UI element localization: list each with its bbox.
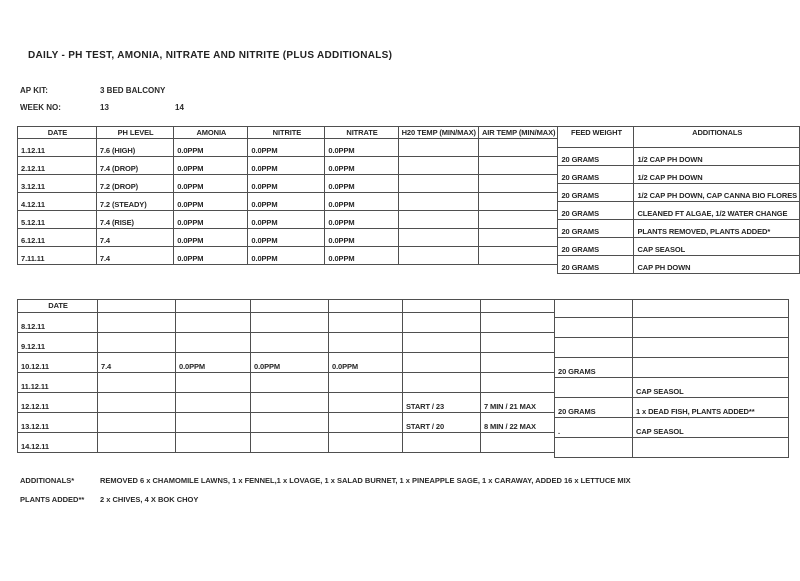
week-no-value-2: 14 — [175, 103, 184, 112]
h2o-temp-cell — [398, 211, 478, 229]
date-cell: 7.11.11 — [18, 247, 97, 265]
nitrate-cell: 0.0PPM — [325, 247, 398, 265]
table-row — [558, 166, 800, 184]
nitrite-cell: 0.0PPM — [248, 247, 325, 265]
empty-header-cell — [633, 300, 789, 318]
nitrate-cell — [329, 373, 403, 393]
air-temp-cell — [478, 157, 558, 175]
nitrite-cell: 0.0PPM — [248, 211, 325, 229]
feed-weight-cell: . — [555, 418, 633, 438]
ph-level-cell — [98, 413, 176, 433]
col-header-feed-weight: FEED WEIGHT — [558, 127, 634, 148]
nitrate-cell: 0.0PPM — [325, 157, 398, 175]
nitrite-cell — [251, 413, 329, 433]
additionals-cell — [633, 318, 789, 338]
table-row — [18, 333, 555, 353]
week-no-label: WEEK NO: — [20, 103, 61, 112]
nitrite-cell: 0.0PPM — [251, 353, 329, 373]
additionals-cell: CAP SEASOL — [634, 238, 800, 256]
empty-header-cell — [555, 300, 633, 318]
table-row — [558, 148, 800, 166]
nitrate-cell — [329, 413, 403, 433]
nitrate-cell: 0.0PPM — [325, 211, 398, 229]
empty-header-cell — [176, 300, 251, 313]
amonia-cell: 0.0PPM — [174, 193, 248, 211]
additionals-cell — [633, 338, 789, 358]
air-temp-cell — [478, 247, 558, 265]
feed-weight-cell: 20 GRAMS — [558, 256, 634, 274]
amonia-cell: 0.0PPM — [174, 247, 248, 265]
week-no-value-1: 13 — [100, 103, 109, 112]
h2o-temp-cell — [398, 175, 478, 193]
nitrite-cell: 0.0PPM — [248, 193, 325, 211]
date-cell: 10.12.11 — [18, 353, 98, 373]
air-temp-cell — [478, 229, 558, 247]
table-row — [555, 358, 789, 378]
table1-right-header-row — [558, 127, 800, 148]
plants-added-footnote — [20, 495, 780, 509]
table-row — [558, 184, 800, 202]
col-header-h2o-temp: H20 TEMP (MIN/MAX) — [398, 127, 478, 139]
nitrate-cell — [329, 433, 403, 453]
feed-weight-cell — [555, 318, 633, 338]
air-temp-cell — [481, 373, 555, 393]
table-row — [18, 433, 555, 453]
h2o-temp-cell — [403, 433, 481, 453]
table1-header-row — [18, 127, 558, 139]
ph-level-cell: 7.4 — [96, 247, 173, 265]
air-temp-cell — [478, 211, 558, 229]
h2o-temp-cell: START / 23 — [403, 393, 481, 413]
date-cell: 2.12.11 — [18, 157, 97, 175]
ph-level-cell: 7.4 — [98, 353, 176, 373]
ap-kit-label: AP KIT: — [20, 86, 48, 95]
additionals-footnote-label: ADDITIONALS* — [20, 476, 75, 485]
table1-right-columns — [557, 126, 800, 274]
date-cell: 9.12.11 — [18, 333, 98, 353]
ph-level-cell: 7.6 (HIGH) — [96, 139, 173, 157]
h2o-temp-cell — [398, 229, 478, 247]
week-no-row — [20, 103, 184, 112]
feed-weight-cell — [555, 378, 633, 398]
additionals-cell: CAP PH DOWN — [634, 256, 800, 274]
feed-weight-cell — [555, 438, 633, 458]
nitrite-cell: 0.0PPM — [248, 139, 325, 157]
table-row — [18, 373, 555, 393]
feed-weight-cell — [555, 338, 633, 358]
additionals-cell — [633, 438, 789, 458]
table-row — [18, 413, 555, 433]
date-cell: 5.12.11 — [18, 211, 97, 229]
nitrite-cell — [251, 313, 329, 333]
table-row — [18, 353, 555, 373]
table-row — [555, 398, 789, 418]
date-cell: 14.12.11 — [18, 433, 98, 453]
amonia-cell: 0.0PPM — [174, 157, 248, 175]
nitrate-cell: 0.0PPM — [325, 229, 398, 247]
feed-weight-cell: 20 GRAMS — [555, 358, 633, 378]
amonia-cell — [176, 393, 251, 413]
air-temp-cell — [481, 333, 555, 353]
additionals-cell: PLANTS REMOVED, PLANTS ADDED* — [634, 220, 800, 238]
col-header-date: DATE — [18, 300, 98, 313]
empty-header-cell — [251, 300, 329, 313]
ph-level-cell — [98, 433, 176, 453]
ph-level-cell: 7.2 (STEADY) — [96, 193, 173, 211]
nitrite-cell — [251, 333, 329, 353]
table1-left-columns — [17, 126, 558, 265]
date-cell: 1.12.11 — [18, 139, 97, 157]
amonia-cell: 0.0PPM — [174, 175, 248, 193]
table-row — [558, 238, 800, 256]
table-row — [18, 175, 558, 193]
date-cell: 3.12.11 — [18, 175, 97, 193]
feed-weight-cell: 20 GRAMS — [558, 220, 634, 238]
amonia-cell: 0.0PPM — [174, 139, 248, 157]
air-temp-cell: 7 MIN / 21 MAX — [481, 393, 555, 413]
additionals-cell: CLEANED FT ALGAE, 1/2 WATER CHANGE — [634, 202, 800, 220]
feed-weight-cell: 20 GRAMS — [558, 202, 634, 220]
h2o-temp-cell — [398, 157, 478, 175]
ph-level-cell — [98, 313, 176, 333]
amonia-cell: 0.0PPM — [174, 229, 248, 247]
amonia-cell — [176, 413, 251, 433]
h2o-temp-cell: START / 20 — [403, 413, 481, 433]
col-header-amonia: AMONIA — [174, 127, 248, 139]
ph-level-cell: 7.2 (DROP) — [96, 175, 173, 193]
daily-log-table-week-13 — [17, 126, 800, 274]
additionals-cell: 1/2 CAP PH DOWN — [634, 148, 800, 166]
col-header-nitrate: NITRATE — [325, 127, 398, 139]
table-row — [18, 393, 555, 413]
nitrate-cell: 0.0PPM — [329, 353, 403, 373]
h2o-temp-cell — [403, 373, 481, 393]
feed-weight-cell: 20 GRAMS — [558, 166, 634, 184]
table-row — [18, 139, 558, 157]
date-cell: 6.12.11 — [18, 229, 97, 247]
table-row — [555, 318, 789, 338]
air-temp-cell — [481, 313, 555, 333]
nitrate-cell: 0.0PPM — [325, 139, 398, 157]
nitrate-cell — [329, 313, 403, 333]
date-cell: 12.12.11 — [18, 393, 98, 413]
amonia-cell — [176, 373, 251, 393]
additionals-cell: 1 x DEAD FISH, PLANTS ADDED** — [633, 398, 789, 418]
additionals-cell: CAP SEASOL — [633, 418, 789, 438]
air-temp-cell — [478, 175, 558, 193]
table-row — [555, 438, 789, 458]
h2o-temp-cell — [403, 313, 481, 333]
amonia-cell: 0.0PPM — [176, 353, 251, 373]
h2o-temp-cell — [398, 193, 478, 211]
empty-header-cell — [403, 300, 481, 313]
nitrite-cell — [251, 433, 329, 453]
nitrate-cell: 0.0PPM — [325, 193, 398, 211]
date-cell: 13.12.11 — [18, 413, 98, 433]
feed-weight-cell: 20 GRAMS — [558, 148, 634, 166]
additionals-cell: 1/2 CAP PH DOWN — [634, 166, 800, 184]
col-header-air-temp: AIR TEMP (MIN/MAX) — [478, 127, 558, 139]
amonia-cell: 0.0PPM — [174, 211, 248, 229]
ap-kit-row — [20, 86, 166, 95]
table-row — [18, 157, 558, 175]
plants-added-footnote-text: 2 x CHIVES, 4 X BOK CHOY — [100, 495, 199, 504]
h2o-temp-cell — [398, 139, 478, 157]
page-title: DAILY - PH TEST, AMONIA, NITRATE AND NITRITE (PLUS ADDITIONALS) — [28, 50, 393, 61]
table-row — [555, 378, 789, 398]
daily-log-table-week-14 — [17, 299, 789, 458]
date-cell: 11.12.11 — [18, 373, 98, 393]
feed-weight-cell: 20 GRAMS — [555, 398, 633, 418]
plants-added-footnote-label: PLANTS ADDED** — [20, 495, 85, 504]
air-temp-cell — [481, 433, 555, 453]
ph-level-cell — [98, 393, 176, 413]
table-row — [18, 193, 558, 211]
date-cell: 4.12.11 — [18, 193, 97, 211]
table2-right-columns — [554, 299, 789, 458]
col-header-nitrite: NITRITE — [248, 127, 325, 139]
air-temp-cell — [478, 193, 558, 211]
nitrate-cell — [329, 333, 403, 353]
ap-kit-value: 3 BED BALCONY — [100, 86, 166, 95]
empty-header-cell — [481, 300, 555, 313]
table-row — [18, 313, 555, 333]
amonia-cell — [176, 333, 251, 353]
nitrite-cell: 0.0PPM — [248, 157, 325, 175]
h2o-temp-cell — [403, 353, 481, 373]
nitrite-cell: 0.0PPM — [248, 229, 325, 247]
nitrate-cell — [329, 393, 403, 413]
feed-weight-cell: 20 GRAMS — [558, 184, 634, 202]
table-row — [18, 247, 558, 265]
nitrite-cell — [251, 373, 329, 393]
col-header-date: DATE — [18, 127, 97, 139]
col-header-ph-level: PH LEVEL — [96, 127, 173, 139]
air-temp-cell — [481, 353, 555, 373]
table2-right-header-row — [555, 300, 789, 318]
amonia-cell — [176, 313, 251, 333]
empty-header-cell — [98, 300, 176, 313]
feed-weight-cell: 20 GRAMS — [558, 238, 634, 256]
additionals-footnote-text: REMOVED 6 x CHAMOMILE LAWNS, 1 x FENNEL,1 x LOVAGE, 1 x SALAD BURNET, 1 x PINEAPPLE SAGE, 1 x CARAWAY, ADDED 16 x LETTUCE MIX — [100, 476, 631, 485]
additionals-cell — [633, 358, 789, 378]
additionals-cell: CAP SEASOL — [633, 378, 789, 398]
h2o-temp-cell — [403, 333, 481, 353]
empty-header-cell — [329, 300, 403, 313]
table-row — [555, 338, 789, 358]
table-row — [558, 256, 800, 274]
table2-left-columns — [17, 299, 555, 453]
ph-level-cell: 7.4 — [96, 229, 173, 247]
ph-level-cell — [98, 373, 176, 393]
nitrite-cell: 0.0PPM — [248, 175, 325, 193]
table-row — [558, 202, 800, 220]
air-temp-cell — [478, 139, 558, 157]
table2-header-row — [18, 300, 555, 313]
table-row — [558, 220, 800, 238]
ph-level-cell: 7.4 (DROP) — [96, 157, 173, 175]
additionals-footnote — [20, 476, 780, 490]
table-row — [18, 229, 558, 247]
nitrate-cell: 0.0PPM — [325, 175, 398, 193]
table-row — [18, 211, 558, 229]
col-header-additionals: ADDITIONALS — [634, 127, 800, 148]
ph-level-cell: 7.4 (RISE) — [96, 211, 173, 229]
air-temp-cell: 8 MIN / 22 MAX — [481, 413, 555, 433]
nitrite-cell — [251, 393, 329, 413]
amonia-cell — [176, 433, 251, 453]
date-cell: 8.12.11 — [18, 313, 98, 333]
additionals-cell: 1/2 CAP PH DOWN, CAP CANNA BIO FLORES — [634, 184, 800, 202]
ph-level-cell — [98, 333, 176, 353]
table-row — [555, 418, 789, 438]
h2o-temp-cell — [398, 247, 478, 265]
